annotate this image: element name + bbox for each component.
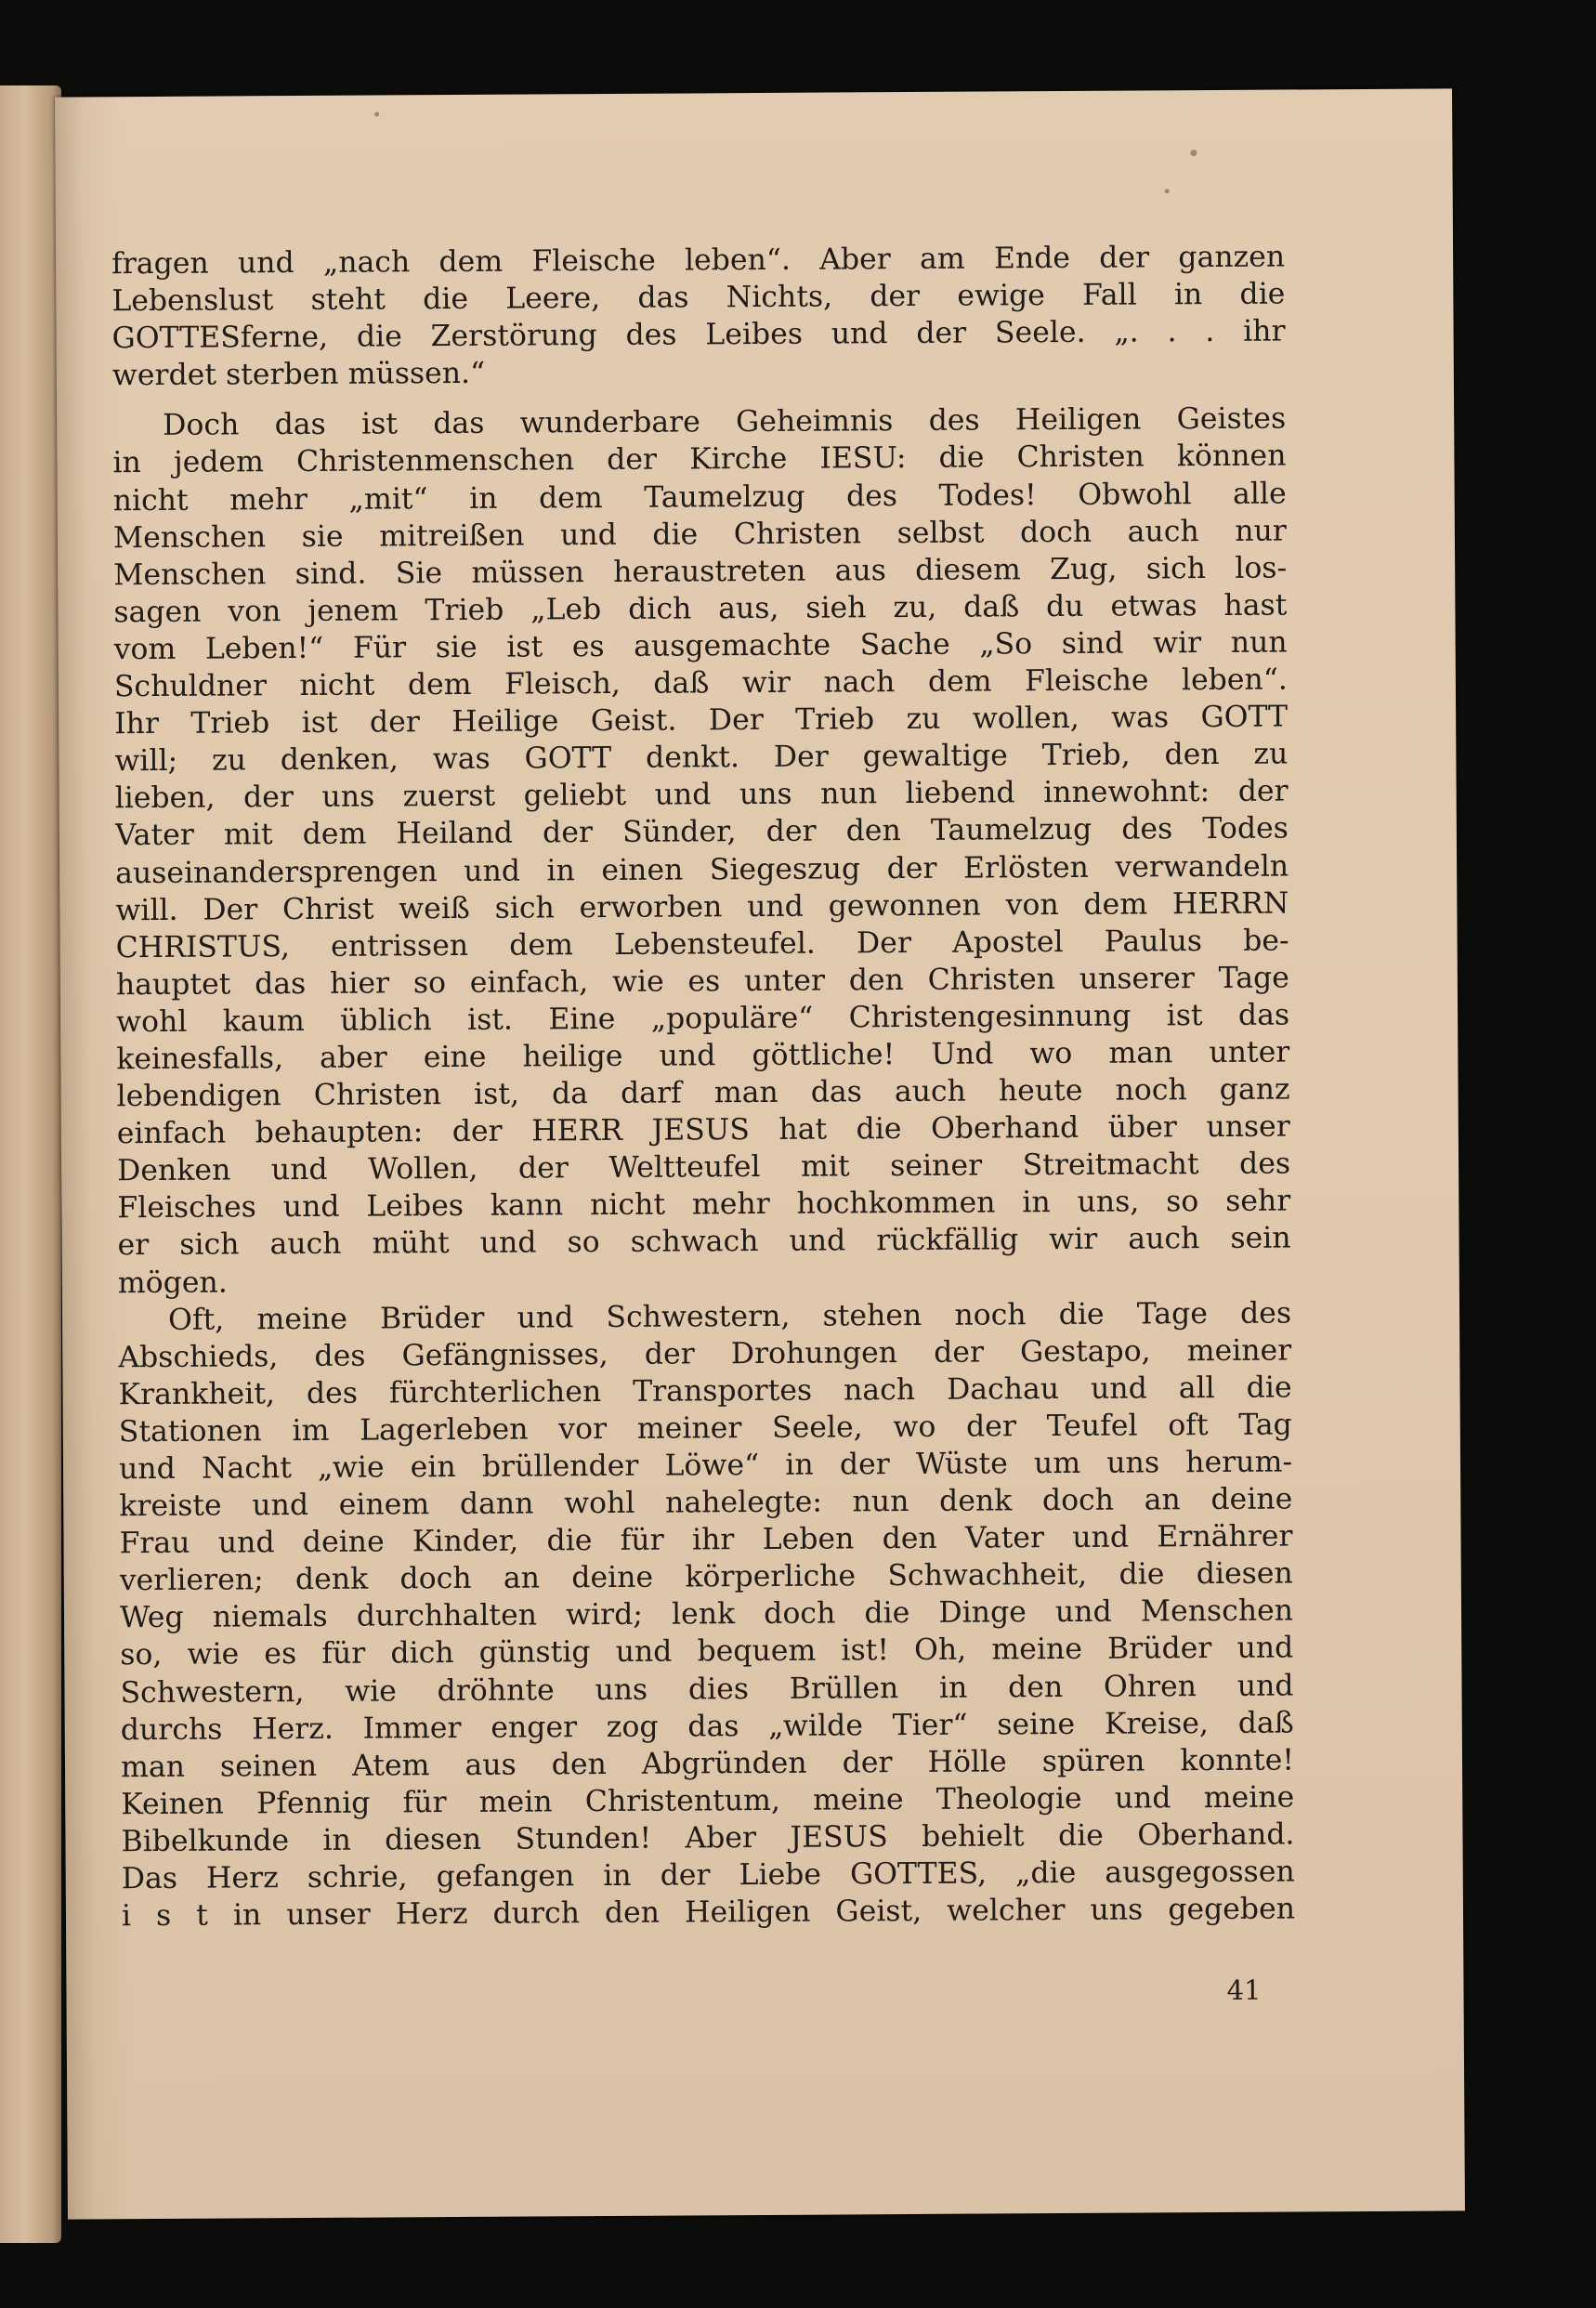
text-line: in jedem Christenmenschen der Kirche IESU: die Christen können [112, 439, 1287, 480]
text-line: Weg niemals durchhalten wird; lenk doch die Dinge und Menschen [119, 1593, 1294, 1635]
text-line: i s t in unser Herz durch den Heiligen Geist, welcher uns gegeben [121, 1892, 1296, 1934]
text-line: will. Der Christ weiß sich erworben und gewonnen von dem HERRN [115, 886, 1289, 927]
paper-speck [1165, 189, 1170, 193]
text-line: Ihr Trieb ist der Heilige Geist. Der Trieb zu wollen, was GOTT [114, 700, 1289, 741]
text-line: werdet sterben müssen.“ [111, 357, 486, 393]
text-line: Stationen im Lagerleben vor meiner Seele, wo der Teufel oft Tag [118, 1408, 1292, 1449]
text-line: Abschieds, des Gefängnisses, der Drohungen der Gestapo, meiner [118, 1333, 1292, 1374]
text-line: fragen und „nach dem Fleische leben“. Aber am Ende der ganzen [111, 240, 1286, 282]
text-line: lebendigen Christen ist, da darf man das auch heute noch ganz [116, 1072, 1290, 1114]
text-line: Oft, meine Brüder und Schwestern, stehen noch die Tage des [167, 1296, 1292, 1337]
text-line: keinesfalls, aber eine heilige und göttliche! Und wo man unter [116, 1035, 1290, 1077]
text-line: kreiste und einem dann wohl nahelegte: nun denk doch an deine [119, 1482, 1293, 1524]
text-line: Menschen sind. Sie müssen heraustreten aus diesem Zug, sich los- [113, 551, 1288, 592]
text-line: will; zu denken, was GOTT denkt. Der gewaltige Trieb, den zu [114, 737, 1289, 779]
text-line: und Nacht „wie ein brüllender Löwe“ in der Wüste um uns herum- [118, 1445, 1293, 1487]
text-line: mögen. [117, 1265, 228, 1300]
paragraph-2 [112, 400, 1291, 1302]
text-line: durchs Herz. Immer enger zog das „wilde Tier“ seine Kreise, daß [120, 1706, 1294, 1747]
paper-speck [1190, 150, 1197, 156]
text-line: sagen von jenem Trieb „Leb dich aus, sieh zu, daß du etwas hast [113, 588, 1288, 630]
text-line: auseinandersprengen und in einen Siegeszug der Erlösten verwandeln [115, 849, 1289, 890]
previous-page-edge [0, 85, 61, 2243]
text-line: man seinen Atem aus den Abgründen der Hölle spüren konnte! [120, 1743, 1295, 1784]
paragraph-1 [111, 239, 1286, 395]
text-line: Menschen sie mitreißen und die Christen selbst doch auch nur [112, 514, 1288, 555]
text-line: nicht mehr „mit“ in dem Taumelzug des Todes! Obwohl alle [112, 477, 1287, 518]
text-line: vom Leben!“ Für sie ist es ausgemachte Sache „So sind wir nun [113, 625, 1288, 667]
text-line: er sich auch müht und so schwach und rückfällig wir auch sein [117, 1221, 1291, 1263]
text-line: Fleisches und Leibes kann nicht mehr hochkommen in uns, so sehr [117, 1184, 1291, 1226]
text-line: Keinen Pfennig für mein Christentum, meine Theologie und meine [121, 1780, 1295, 1822]
page-text [111, 239, 1295, 1935]
text-line: einfach behaupten: der HERR JESUS hat die Oberhand über unser [116, 1109, 1290, 1151]
text-line: CHRISTUS, entrissen dem Lebensteufel. Der Apostel Paulus be- [115, 924, 1289, 964]
text-line: hauptet das hier so einfach, wie es unter den Christen unserer Tage [115, 961, 1289, 1003]
text-line: Bibelkunde in diesen Stunden! Aber JESUS behielt die Oberhand. [121, 1817, 1295, 1859]
text-line: Doch das ist das wunderbare Geheimnis des Heiligen Geistes [163, 401, 1287, 443]
page-number: 41 [1226, 1974, 1262, 2006]
text-line: Lebenslust steht die Leere, das Nichts, der ewige Fall in die [111, 277, 1286, 319]
text-line: Vater mit dem Heiland der Sünder, der den Taumelzug des Todes [114, 811, 1289, 853]
text-line: Denken und Wollen, der Weltteufel mit seiner Streitmacht des [116, 1147, 1291, 1188]
text-line: so, wie es für dich günstig und bequem ist! Oh, meine Brüder und [120, 1631, 1294, 1672]
book-page [55, 88, 1465, 2219]
text-line: lieben, der uns zuerst geliebt und uns nun liebend innewohnt: der [114, 774, 1289, 816]
text-line: Schwestern, wie dröhnte uns dies Brüllen in den Ohren und [120, 1669, 1294, 1710]
text-line: Das Herz schrie, gefangen in der Liebe GOTTES, „die ausgegossen [121, 1855, 1295, 1896]
text-line: verlieren; denk doch an deine körperliche Schwachheit, die diesen [119, 1556, 1293, 1598]
text-line: Krankheit, des fürchterlichen Transportes nach Dachau und all die [118, 1370, 1292, 1412]
text-line: Schuldner nicht dem Fleisch, daß wir nach dem Fleische leben“. [113, 662, 1289, 704]
text-line: Frau und deine Kinder, die für ihr Leben den Vater und Ernährer [119, 1519, 1293, 1561]
text-line: GOTTESferne, die Zerstörung des Leibes und der Seele. „. . . ihr [111, 314, 1286, 356]
paper-speck [374, 111, 379, 116]
paragraph-3 [118, 1294, 1295, 1934]
text-line: wohl kaum üblich ist. Eine „populäre“ Christengesinnung ist das [116, 998, 1290, 1040]
